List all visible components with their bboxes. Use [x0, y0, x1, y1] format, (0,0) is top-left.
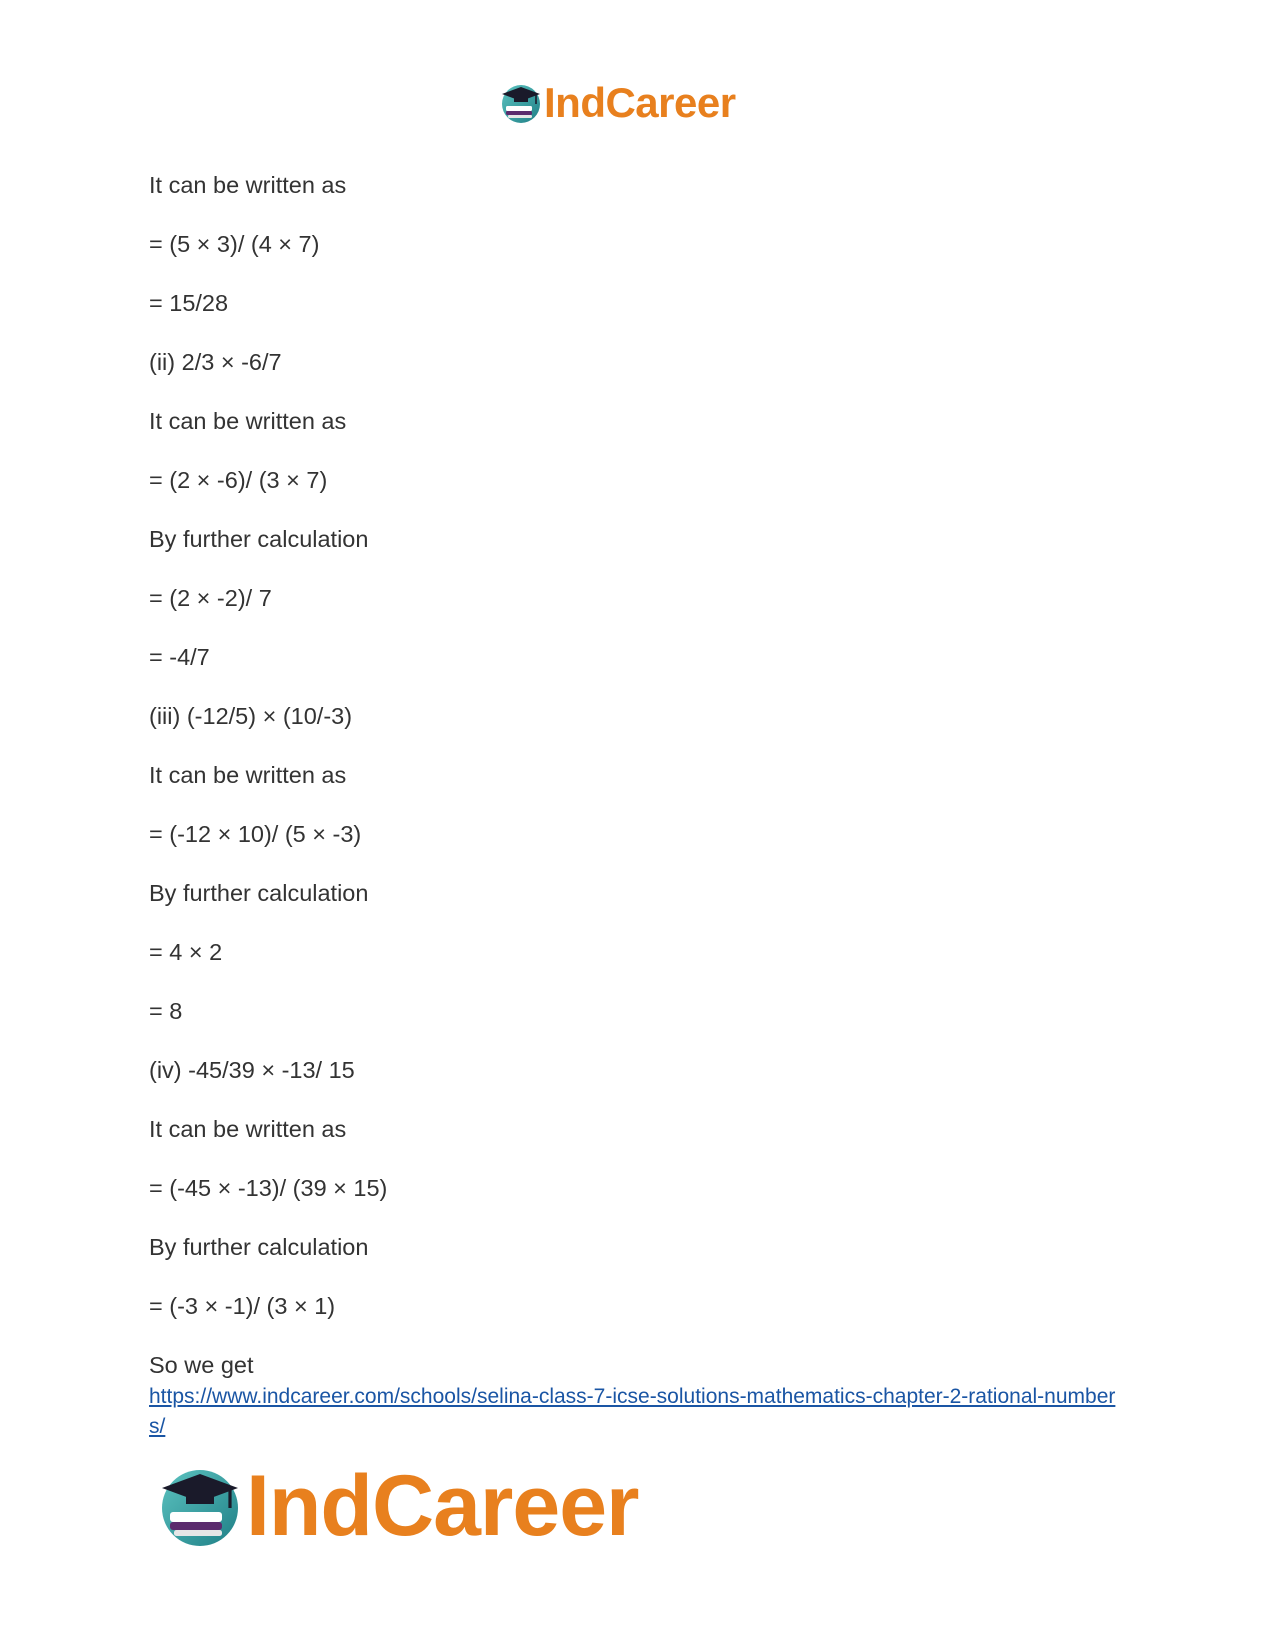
text-line: = 15/28	[149, 290, 229, 316]
text-line: = (-3 × -1)/ (3 × 1)	[149, 1293, 336, 1319]
text-line: = (2 × -6)/ (3 × 7)	[149, 467, 328, 493]
graduation-globe-icon	[158, 1464, 242, 1548]
text-line: (ii) 2/3 × -6/7	[149, 349, 282, 375]
text-line: (iv) -45/39 × -13/ 15	[149, 1057, 355, 1083]
text-line: = (2 × -2)/ 7	[149, 585, 272, 611]
footer-logo	[158, 1458, 639, 1554]
text-line: It can be written as	[149, 172, 347, 198]
text-line: By further calculation	[149, 1234, 369, 1260]
text-line: (iii) (-12/5) × (10/-3)	[149, 703, 353, 729]
text-line: It can be written as	[149, 408, 347, 434]
text-line: By further calculation	[149, 526, 369, 552]
text-line: So we get	[149, 1352, 254, 1378]
text-line: = (-12 × 10)/ (5 × -3)	[149, 821, 362, 847]
text-line: = 4 × 2	[149, 939, 223, 965]
logo-text: IndCareer	[544, 79, 736, 126]
logo-text: IndCareer	[246, 1458, 639, 1554]
header-logo	[500, 78, 736, 128]
graduation-globe-icon	[500, 82, 542, 124]
text-line: It can be written as	[149, 1116, 347, 1142]
text-line: = (5 × 3)/ (4 × 7)	[149, 231, 320, 257]
text-line: = -4/7	[149, 644, 210, 670]
text-line: By further calculation	[149, 880, 369, 906]
text-line: = 8	[149, 998, 183, 1024]
text-line: = (-45 × -13)/ (39 × 15)	[149, 1175, 388, 1201]
solution-body	[149, 172, 1129, 1442]
text-line: It can be written as	[149, 762, 347, 788]
source-link[interactable]: https://www.indcareer.com/schools/selina-class-7-icse-solutions-mathematics-chapter-2-rational-numbers/	[149, 1385, 1116, 1438]
